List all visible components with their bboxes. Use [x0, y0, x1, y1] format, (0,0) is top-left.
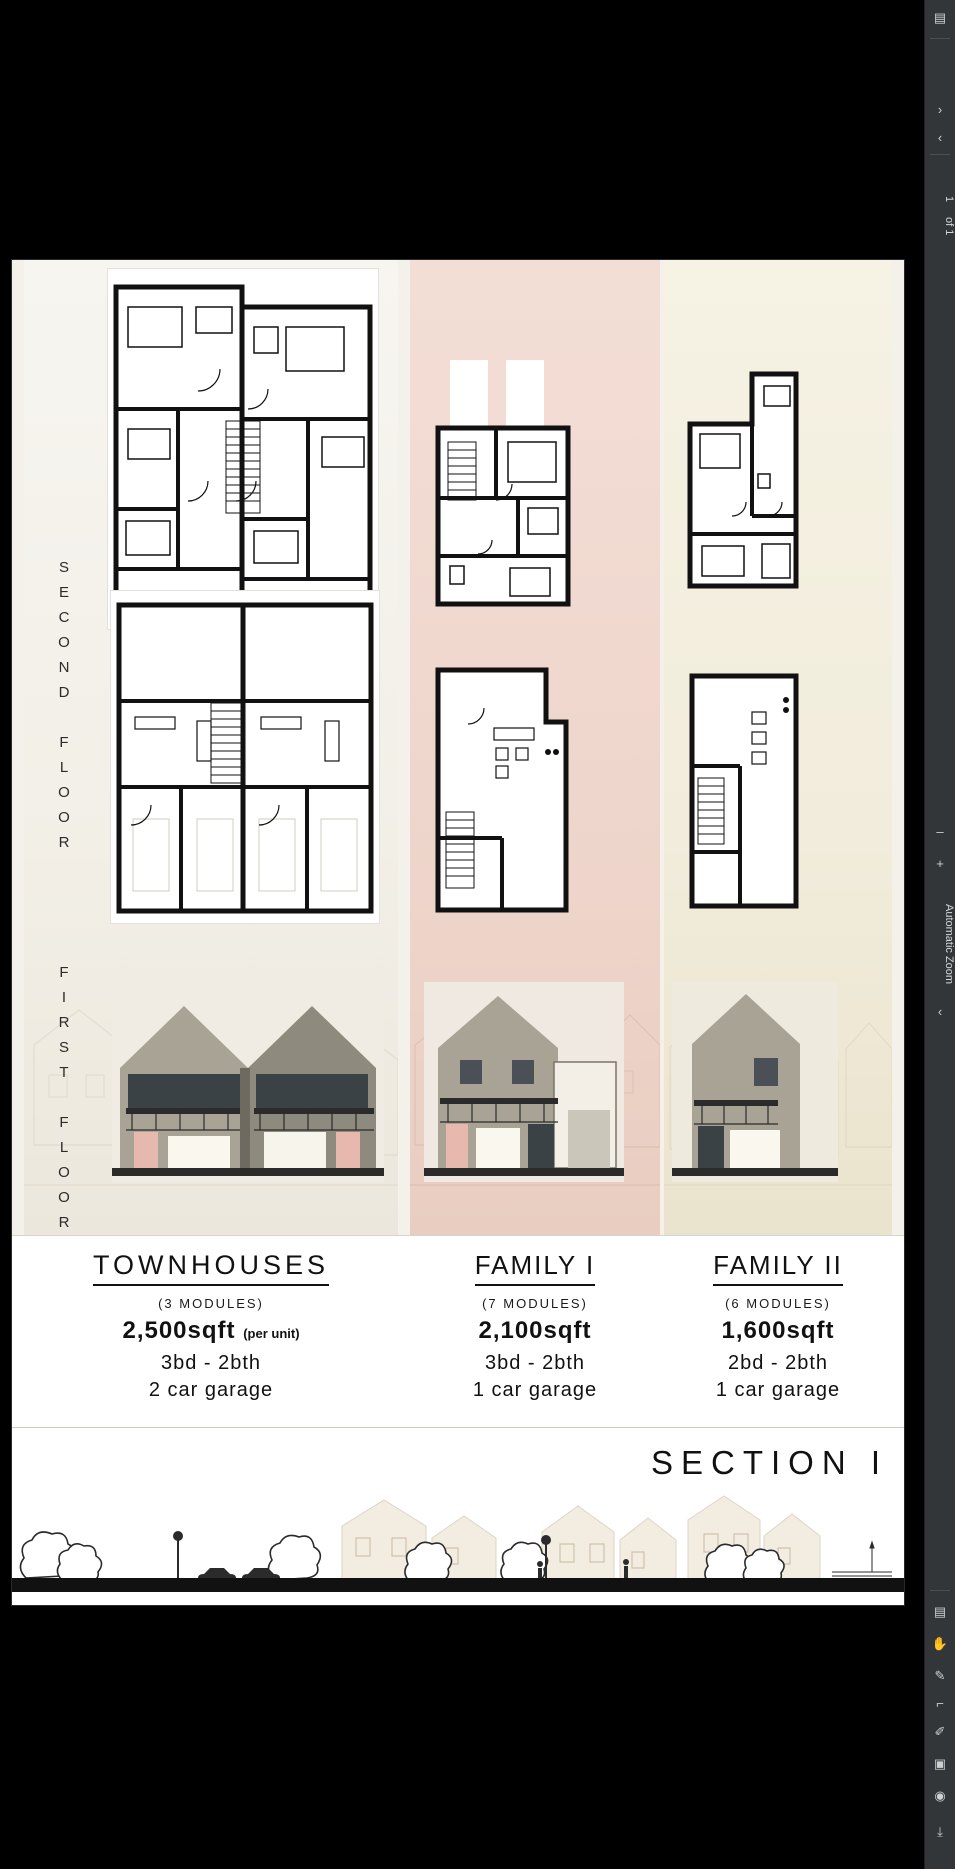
divider: [930, 1590, 950, 1591]
caption-modules: (3 MODULES): [158, 1296, 264, 1311]
elevation-townhouses: [112, 982, 384, 1182]
caption-beds-baths: 3bd - 2bth: [160, 1352, 262, 1374]
caption-beds-baths: 2bd - 2bth: [727, 1352, 829, 1374]
stamp-tool-icon[interactable]: ▣: [933, 1756, 947, 1771]
next-page-icon[interactable]: ›: [937, 102, 943, 117]
zoom-level-select[interactable]: Automatic Zoom: [943, 903, 955, 985]
caption-sqft-value: 2,500sqft: [122, 1317, 236, 1344]
caption-sqft: [664, 1317, 892, 1345]
save-tool-icon[interactable]: ⤓: [937, 1824, 943, 1839]
caption-sqft-value: 1,600sqft: [721, 1317, 835, 1344]
pdf-page-1: [12, 260, 904, 1605]
section-panel: [12, 1427, 904, 1605]
caption-sqft-note: (per unit): [243, 1326, 300, 1341]
section-title: SECTION I: [650, 1444, 888, 1481]
label-first-floor: F I R S T F L O O R: [58, 964, 72, 1231]
plan-family-i-second-floor: [432, 350, 632, 610]
caption-sqft: [24, 1317, 398, 1345]
section-ground-line: [12, 1578, 904, 1592]
caption-modules: (7 MODULES): [482, 1296, 588, 1311]
plan-townhouses-first-floor: [110, 590, 380, 924]
elevation-family-i: [424, 982, 624, 1182]
zoom-in-icon[interactable]: +: [936, 856, 944, 871]
color-tool-icon[interactable]: ◉: [934, 1788, 946, 1803]
caption-beds-baths: 3bd - 2bth: [484, 1352, 586, 1374]
plan-family-i-first-floor: [424, 652, 634, 922]
caption-family-ii: [664, 1250, 892, 1404]
caption-sqft: [410, 1317, 660, 1345]
chevron-down-icon[interactable]: ‹: [937, 1004, 943, 1019]
thumbnail-sidebar-toggle-icon[interactable]: ▤: [933, 10, 947, 25]
caption-sqft-value: 2,100sqft: [478, 1317, 592, 1344]
zoom-out-icon[interactable]: –: [936, 824, 944, 839]
caption-title: FAMILY II: [713, 1250, 843, 1286]
divider: [930, 154, 950, 155]
page-count-label: of 1: [943, 216, 955, 236]
caption-title: TOWNHOUSES: [93, 1250, 329, 1286]
divider: [930, 38, 950, 39]
caption-title: FAMILY I: [475, 1250, 596, 1286]
previous-page-icon[interactable]: ‹: [937, 130, 943, 145]
plan-family-ii-second-floor: [672, 356, 842, 606]
text-select-tool-icon[interactable]: ▤: [933, 1604, 947, 1619]
page-number-input[interactable]: 1: [943, 195, 955, 203]
plan-family-ii-first-floor: [670, 656, 846, 924]
unit-captions: [12, 1235, 904, 1428]
caption-garage: 1 car garage: [472, 1379, 598, 1401]
plan-townhouses-second-floor: [107, 268, 379, 630]
viewer-sidebar-toolbar[interactable]: [924, 0, 955, 1869]
caption-townhouses: [24, 1250, 398, 1404]
caption-family-i: [410, 1250, 660, 1404]
caption-modules: (6 MODULES): [725, 1296, 831, 1311]
elevation-family-ii: [672, 982, 838, 1182]
caption-garage: 2 car garage: [148, 1379, 274, 1401]
caption-garage: 1 car garage: [715, 1379, 841, 1401]
label-second-floor: S E C O N D F L O O R: [58, 559, 72, 851]
hand-tool-icon[interactable]: ✋: [931, 1636, 949, 1651]
architectural-board: [12, 260, 904, 1235]
highlight-tool-icon[interactable]: ✎: [934, 1668, 946, 1683]
draw-tool-icon[interactable]: ✐: [934, 1724, 946, 1739]
crop-tool-icon[interactable]: ⌐: [936, 1696, 944, 1711]
